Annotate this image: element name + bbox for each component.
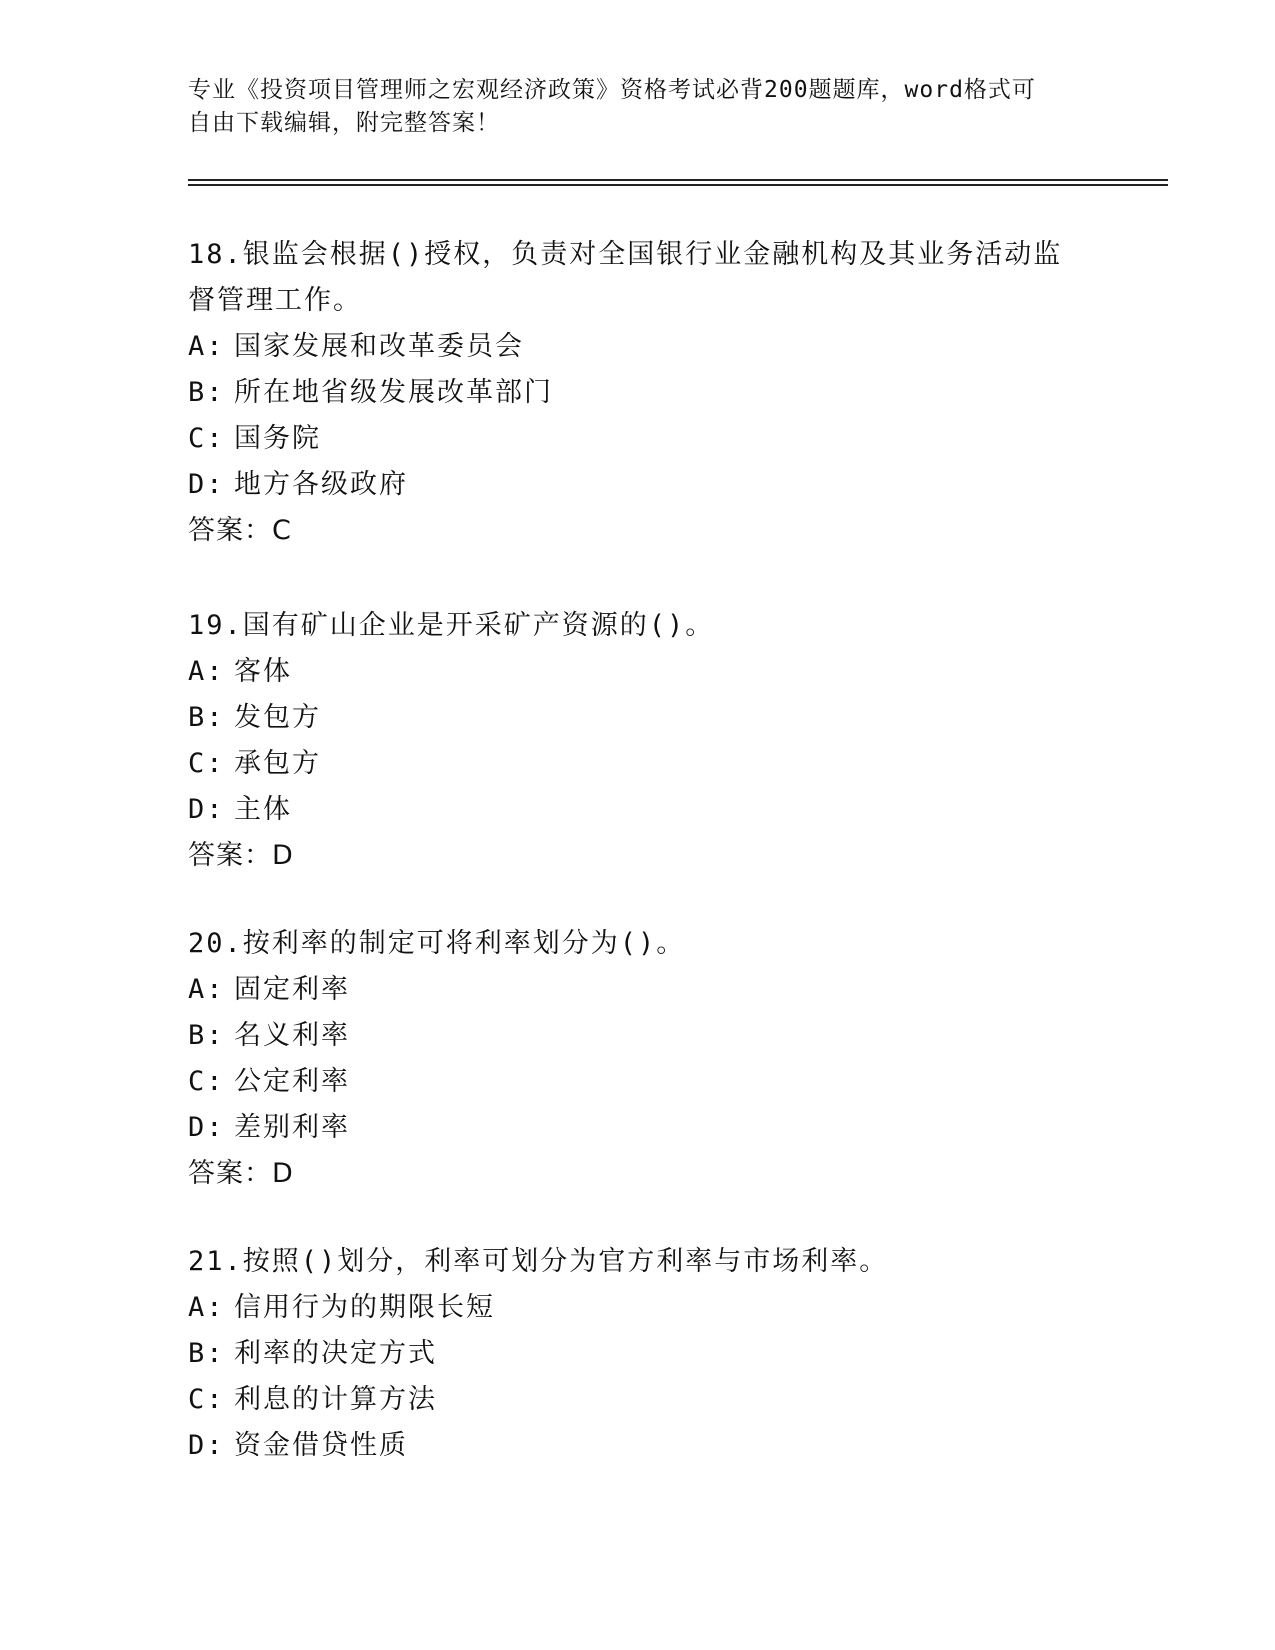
- header-divider-bottom: [188, 184, 1168, 186]
- option-b: [188, 370, 1088, 416]
- option-letter: B:: [188, 1020, 225, 1051]
- option-text: 固定利率: [234, 974, 350, 1005]
- answer-line: 答案：D: [188, 1158, 294, 1189]
- option-text: 资金借贷性质: [234, 1430, 408, 1461]
- option-text: 国家发展和改革委员会: [234, 331, 524, 362]
- question-text: 按利率的制定可将利率划分为()。: [242, 928, 686, 959]
- option-letter: A:: [188, 974, 225, 1005]
- question-number: 18.: [188, 239, 243, 270]
- question-text: 银监会根据()授权，负责对全国银行业金融机构及其业务活动监督管理工作。: [188, 239, 1063, 316]
- option-c: [188, 741, 1088, 787]
- option-letter: C:: [188, 1066, 225, 1097]
- option-letter: D:: [188, 794, 225, 825]
- header-divider-top: [188, 179, 1168, 181]
- option-text: 所在地省级发展改革部门: [234, 377, 553, 408]
- question-stem: [188, 921, 1088, 967]
- question-number: 21.: [188, 1246, 243, 1277]
- question-stem: [188, 603, 1088, 649]
- answer-line: 答案：D: [188, 840, 294, 871]
- option-text: 利息的计算方法: [234, 1384, 437, 1415]
- option-letter: B:: [188, 377, 225, 408]
- option-letter: C:: [188, 423, 225, 454]
- question-stem: [188, 232, 1088, 324]
- option-letter: D:: [188, 469, 225, 500]
- option-text: 利率的决定方式: [234, 1338, 437, 1369]
- option-c: [188, 1377, 1088, 1423]
- question-18: [188, 232, 1088, 554]
- question-number: 20.: [188, 928, 243, 959]
- option-text: 客体: [234, 656, 292, 687]
- header-title-line-2: 自由下载编辑，附完整答案！: [188, 110, 500, 136]
- question-20: [188, 921, 1088, 1197]
- option-d: [188, 1423, 1088, 1469]
- question-text: 国有矿山企业是开采矿产资源的()。: [242, 610, 715, 641]
- option-b: [188, 1013, 1088, 1059]
- option-text: 主体: [234, 794, 292, 825]
- option-letter: A:: [188, 1292, 225, 1323]
- option-text: 信用行为的期限长短: [234, 1292, 495, 1323]
- option-text: 承包方: [234, 748, 321, 779]
- option-d: [188, 787, 1088, 833]
- option-text: 地方各级政府: [234, 469, 408, 500]
- question-number: 19.: [188, 610, 243, 641]
- question-19: [188, 603, 1088, 879]
- option-letter: B:: [188, 702, 225, 733]
- option-letter: C:: [188, 1384, 225, 1415]
- option-a: [188, 967, 1088, 1013]
- option-d: [188, 1105, 1088, 1151]
- option-a: [188, 324, 1088, 370]
- option-c: [188, 416, 1088, 462]
- question-21: [188, 1239, 1088, 1469]
- option-text: 国务院: [234, 423, 321, 454]
- option-letter: A:: [188, 331, 225, 362]
- option-a: [188, 1285, 1088, 1331]
- option-text: 名义利率: [234, 1020, 350, 1051]
- option-letter: A:: [188, 656, 225, 687]
- option-d: [188, 462, 1088, 508]
- header-title-line-1: 专业《投资项目管理师之宏观经济政策》资格考试必背200题题库，word格式可: [188, 77, 1036, 103]
- answer-line: 答案：C: [188, 515, 292, 546]
- option-letter: D:: [188, 1112, 225, 1143]
- option-a: [188, 649, 1088, 695]
- question-stem: [188, 1239, 1088, 1285]
- option-b: [188, 1331, 1088, 1377]
- option-text: 公定利率: [234, 1066, 350, 1097]
- option-text: 差别利率: [234, 1112, 350, 1143]
- option-text: 发包方: [234, 702, 321, 733]
- question-text: 按照()划分，利率可划分为官方利率与市场利率。: [242, 1246, 889, 1277]
- document-header: [188, 74, 1088, 140]
- option-b: [188, 695, 1088, 741]
- option-c: [188, 1059, 1088, 1105]
- option-letter: B:: [188, 1338, 225, 1369]
- option-letter: D:: [188, 1430, 225, 1461]
- option-letter: C:: [188, 748, 225, 779]
